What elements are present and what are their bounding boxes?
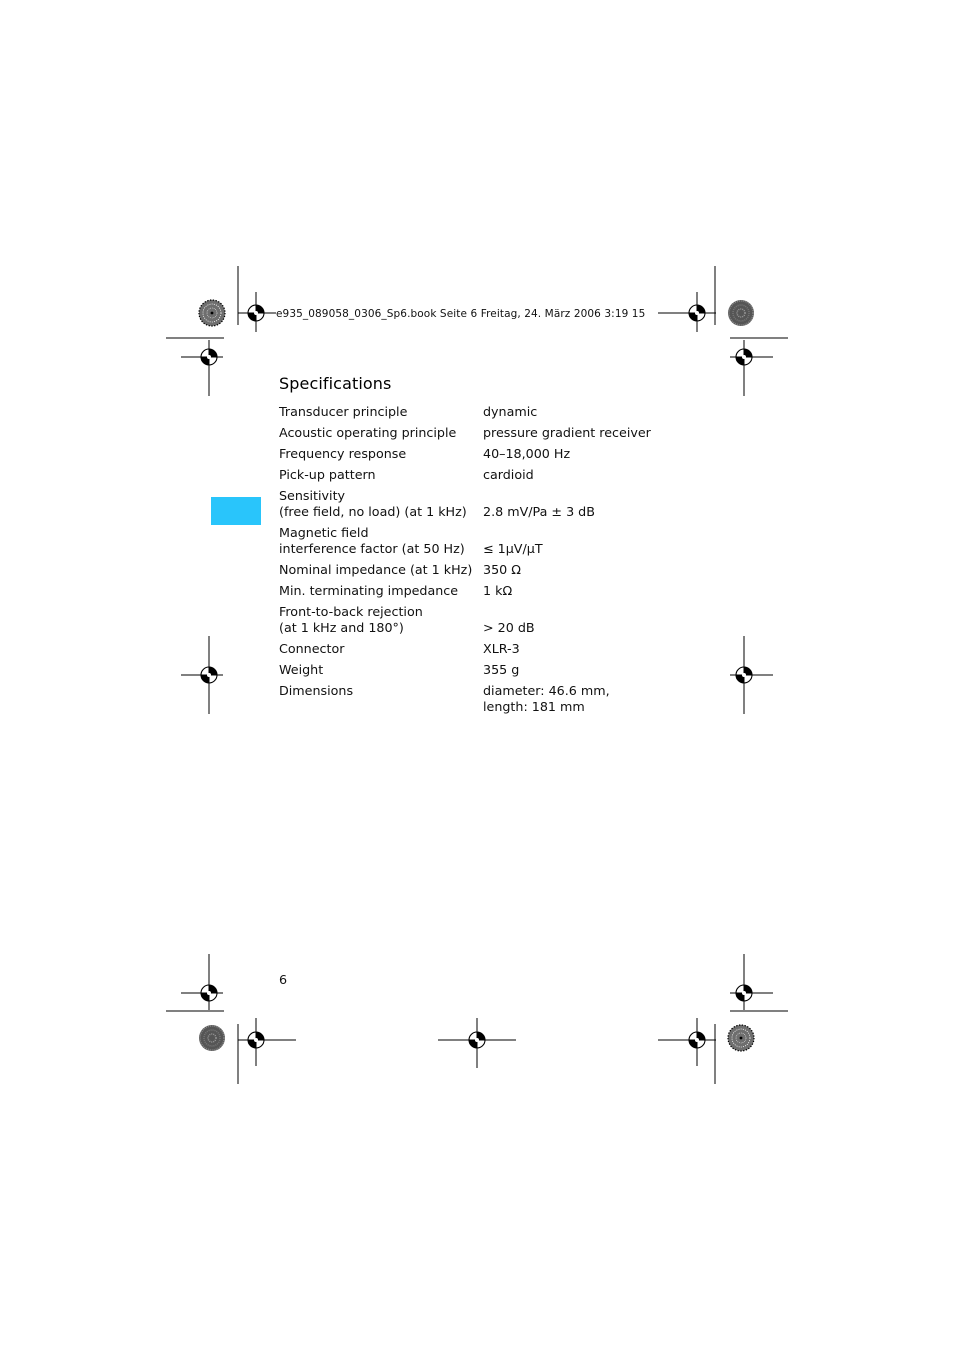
spec-row xyxy=(279,520,699,557)
spec-row xyxy=(279,441,699,462)
spec-label: Min. terminating impedance xyxy=(279,583,459,598)
spec-value: 1 kΩ xyxy=(483,583,513,598)
spec-value: 2.8 mV/Pa ± 3 dB xyxy=(483,504,595,519)
spec-value: ≤ 1µV/µT xyxy=(483,541,543,556)
spec-label: Weight xyxy=(279,662,324,677)
spec-value: dynamic xyxy=(483,404,538,419)
spec-label: Connector xyxy=(279,641,345,656)
spec-value: 40–18,000 Hz xyxy=(483,446,571,461)
page-title: Specifications xyxy=(279,374,392,393)
spec-label: Frequency response xyxy=(279,446,407,461)
spec-label: Front-to-back rejection (at 1 kHz and 180°) xyxy=(279,604,423,635)
spec-value: 350 Ω xyxy=(483,562,521,577)
spec-row xyxy=(279,657,699,678)
spec-label: Pick-up pattern xyxy=(279,467,376,482)
spec-label: Magnetic field interference factor (at 50 Hz) xyxy=(279,525,465,556)
spec-label: Transducer principle xyxy=(279,404,408,419)
spec-value: > 20 dB xyxy=(483,620,535,635)
spec-label: Sensitivity (free field, no load) (at 1 kHz) xyxy=(279,488,467,519)
specifications-table xyxy=(279,404,699,715)
spec-row xyxy=(279,462,699,483)
spec-row xyxy=(279,483,699,520)
spec-value: pressure gradient receiver xyxy=(483,425,651,440)
section-tab-marker xyxy=(211,497,261,525)
spec-label: Dimensions xyxy=(279,683,354,698)
spec-value: cardioid xyxy=(483,467,534,482)
spec-label: Nominal impedance (at 1 kHz) xyxy=(279,562,473,577)
spec-row xyxy=(279,599,699,636)
page-number: 6 xyxy=(279,972,288,987)
spec-value: XLR-3 xyxy=(483,641,520,656)
spec-row xyxy=(279,636,699,657)
spec-row xyxy=(279,557,699,578)
spec-row xyxy=(279,578,699,599)
spec-row xyxy=(279,420,699,441)
print-file-info: e935_089058_0306_Sp6.book Seite 6 Freitag, 24. März 2006 3:19 15 xyxy=(276,308,646,320)
spec-value: diameter: 46.6 mm, length: 181 mm xyxy=(483,683,610,714)
spec-row xyxy=(279,404,699,420)
spec-value: 355 g xyxy=(483,662,520,677)
spec-label: Acoustic operating principle xyxy=(279,425,457,440)
spec-row xyxy=(279,678,699,715)
